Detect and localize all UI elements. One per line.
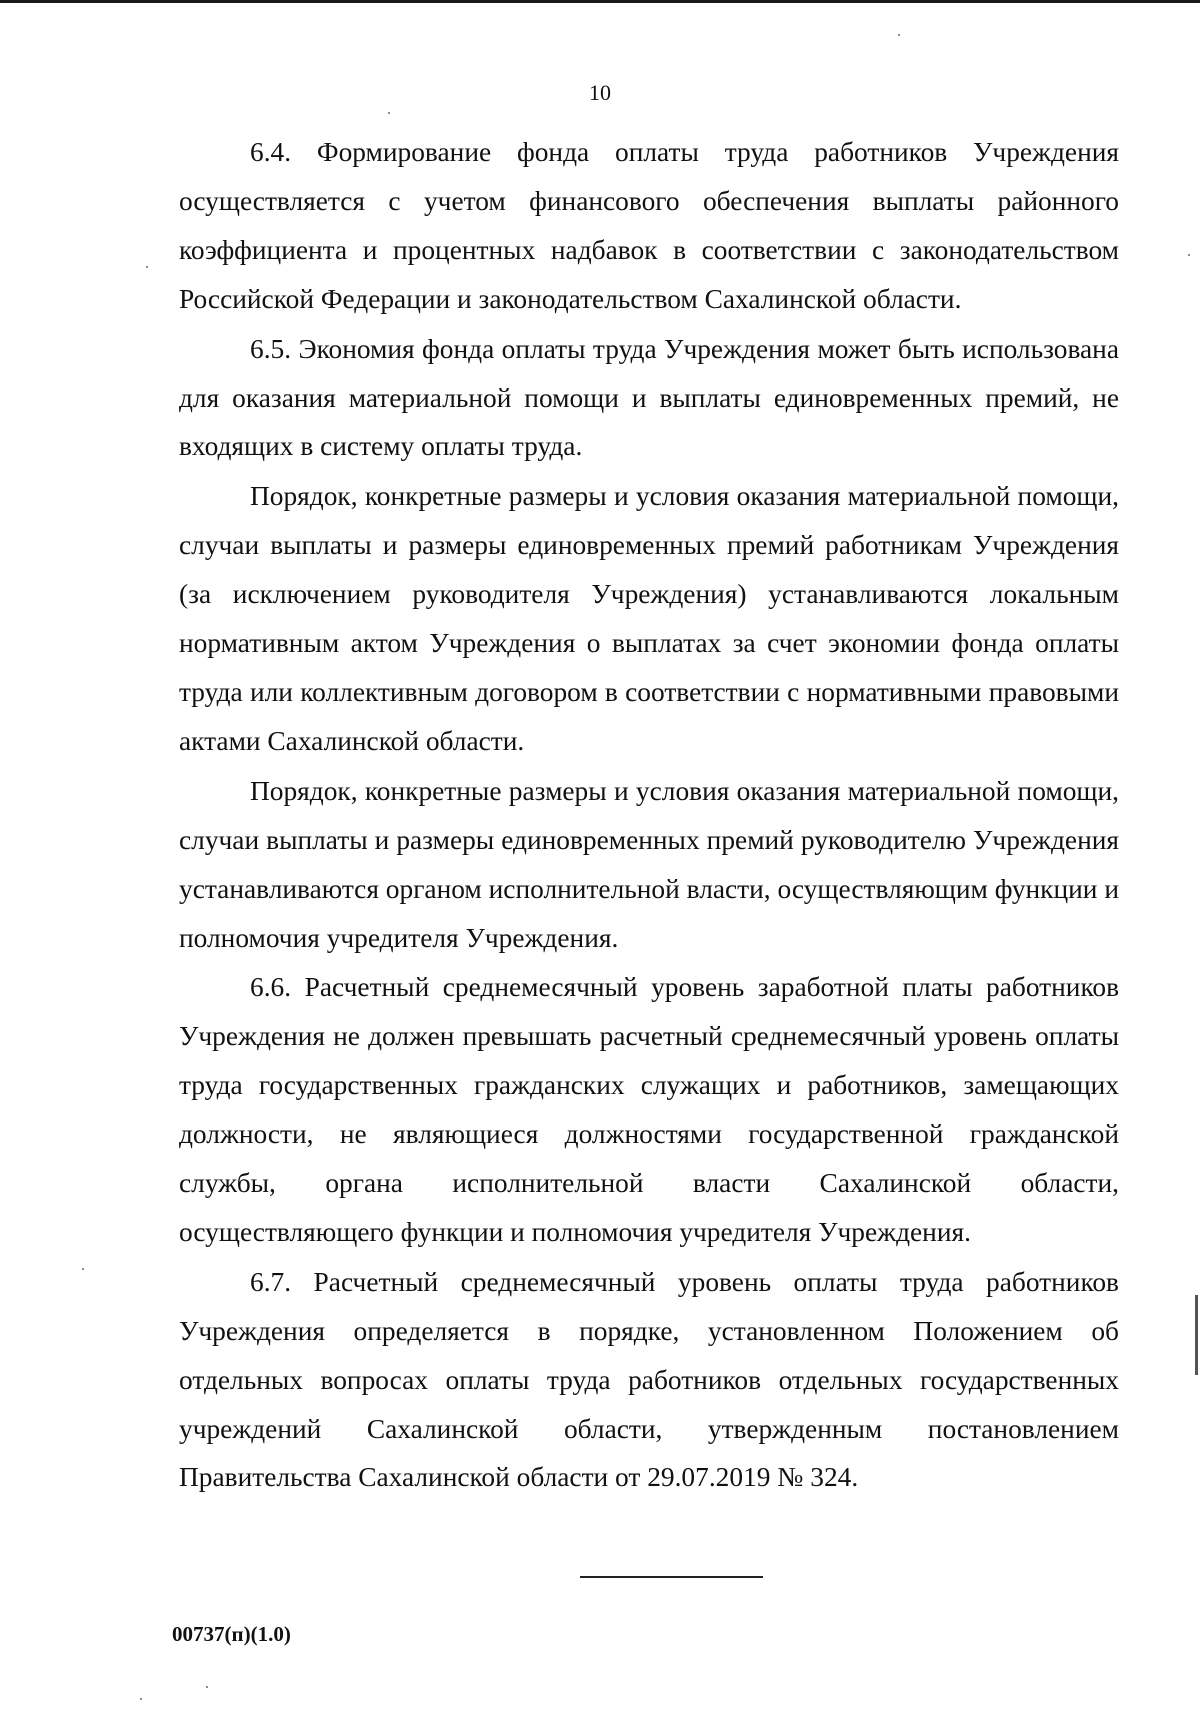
paragraph-6-6: 6.6. Расчетный среднемесячный уровень заработной платы работников Учреждения не должен превышать расчетный среднемесячный уровень оплаты труда государственных гражданских служащих и работников, замещающих должности, не являющиеся должностями государственной гражданской службы, органа исполнительной власти Сахалинской области, осуществляющего функции и полномочия учредителя Учреждения. (179, 972, 1119, 1247)
scan-top-edge (0, 0, 1200, 3)
scan-speck (206, 1686, 208, 1688)
paragraph-6-7: 6.7. Расчетный среднемесячный уровень оплаты труда работников Учреждения определяется в порядке, установленном Положением об отдельных вопросах оплаты труда работников отдельных государственных учреждений Сахалинской области, утвержденным постановлением Правительства Сахалинской области от 29.07.2019 № 324. (179, 1266, 1119, 1493)
scan-speck (82, 1268, 84, 1270)
scan-edge-mark (1195, 1295, 1198, 1375)
paragraph-6-4: 6.4. Формирование фонда оплаты труда работников Учреждения осуществляется с учетом финансового обеспечения выплаты районного коэффициента и процентных надбавок в соответствии с законодательством Российской Федерации и законодательством Сахалинской области. (179, 137, 1119, 314)
document-code: 00737(п)(1.0) (172, 1622, 291, 1646)
page-number: 10 (589, 80, 611, 105)
document-body (179, 128, 1119, 1502)
paragraph-aid-head: Порядок, конкретные размеры и условия оказания материальной помощи, случаи выплаты и размеры единовременных премий руководителю Учреждения устанавливаются органом исполнительной власти, осуществляющим функции и полномочия учредителя Учреждения. (179, 775, 1119, 953)
scan-speck (388, 112, 390, 114)
end-divider (580, 1576, 763, 1578)
paragraph-6-5: 6.5. Экономия фонда оплаты труда Учреждения может быть использована для оказания материальной помощи и выплаты единовременных премий, не входящих в систему оплаты труда. (179, 333, 1119, 462)
paragraph-aid-employees: Порядок, конкретные размеры и условия оказания материальной помощи, случаи выплаты и размеры единовременных премий работникам Учреждения (за исключением руководителя Учреждения) устанавливаются локальным нормативным актом Учреждения о выплатах за счет экономии фонда оплаты труда или коллективным договором в соответствии с нормативными правовыми актами Сахалинской области. (179, 481, 1119, 756)
scan-speck (1188, 254, 1190, 256)
scan-speck (146, 266, 148, 268)
scan-speck (898, 34, 900, 36)
scan-speck (140, 1698, 142, 1700)
